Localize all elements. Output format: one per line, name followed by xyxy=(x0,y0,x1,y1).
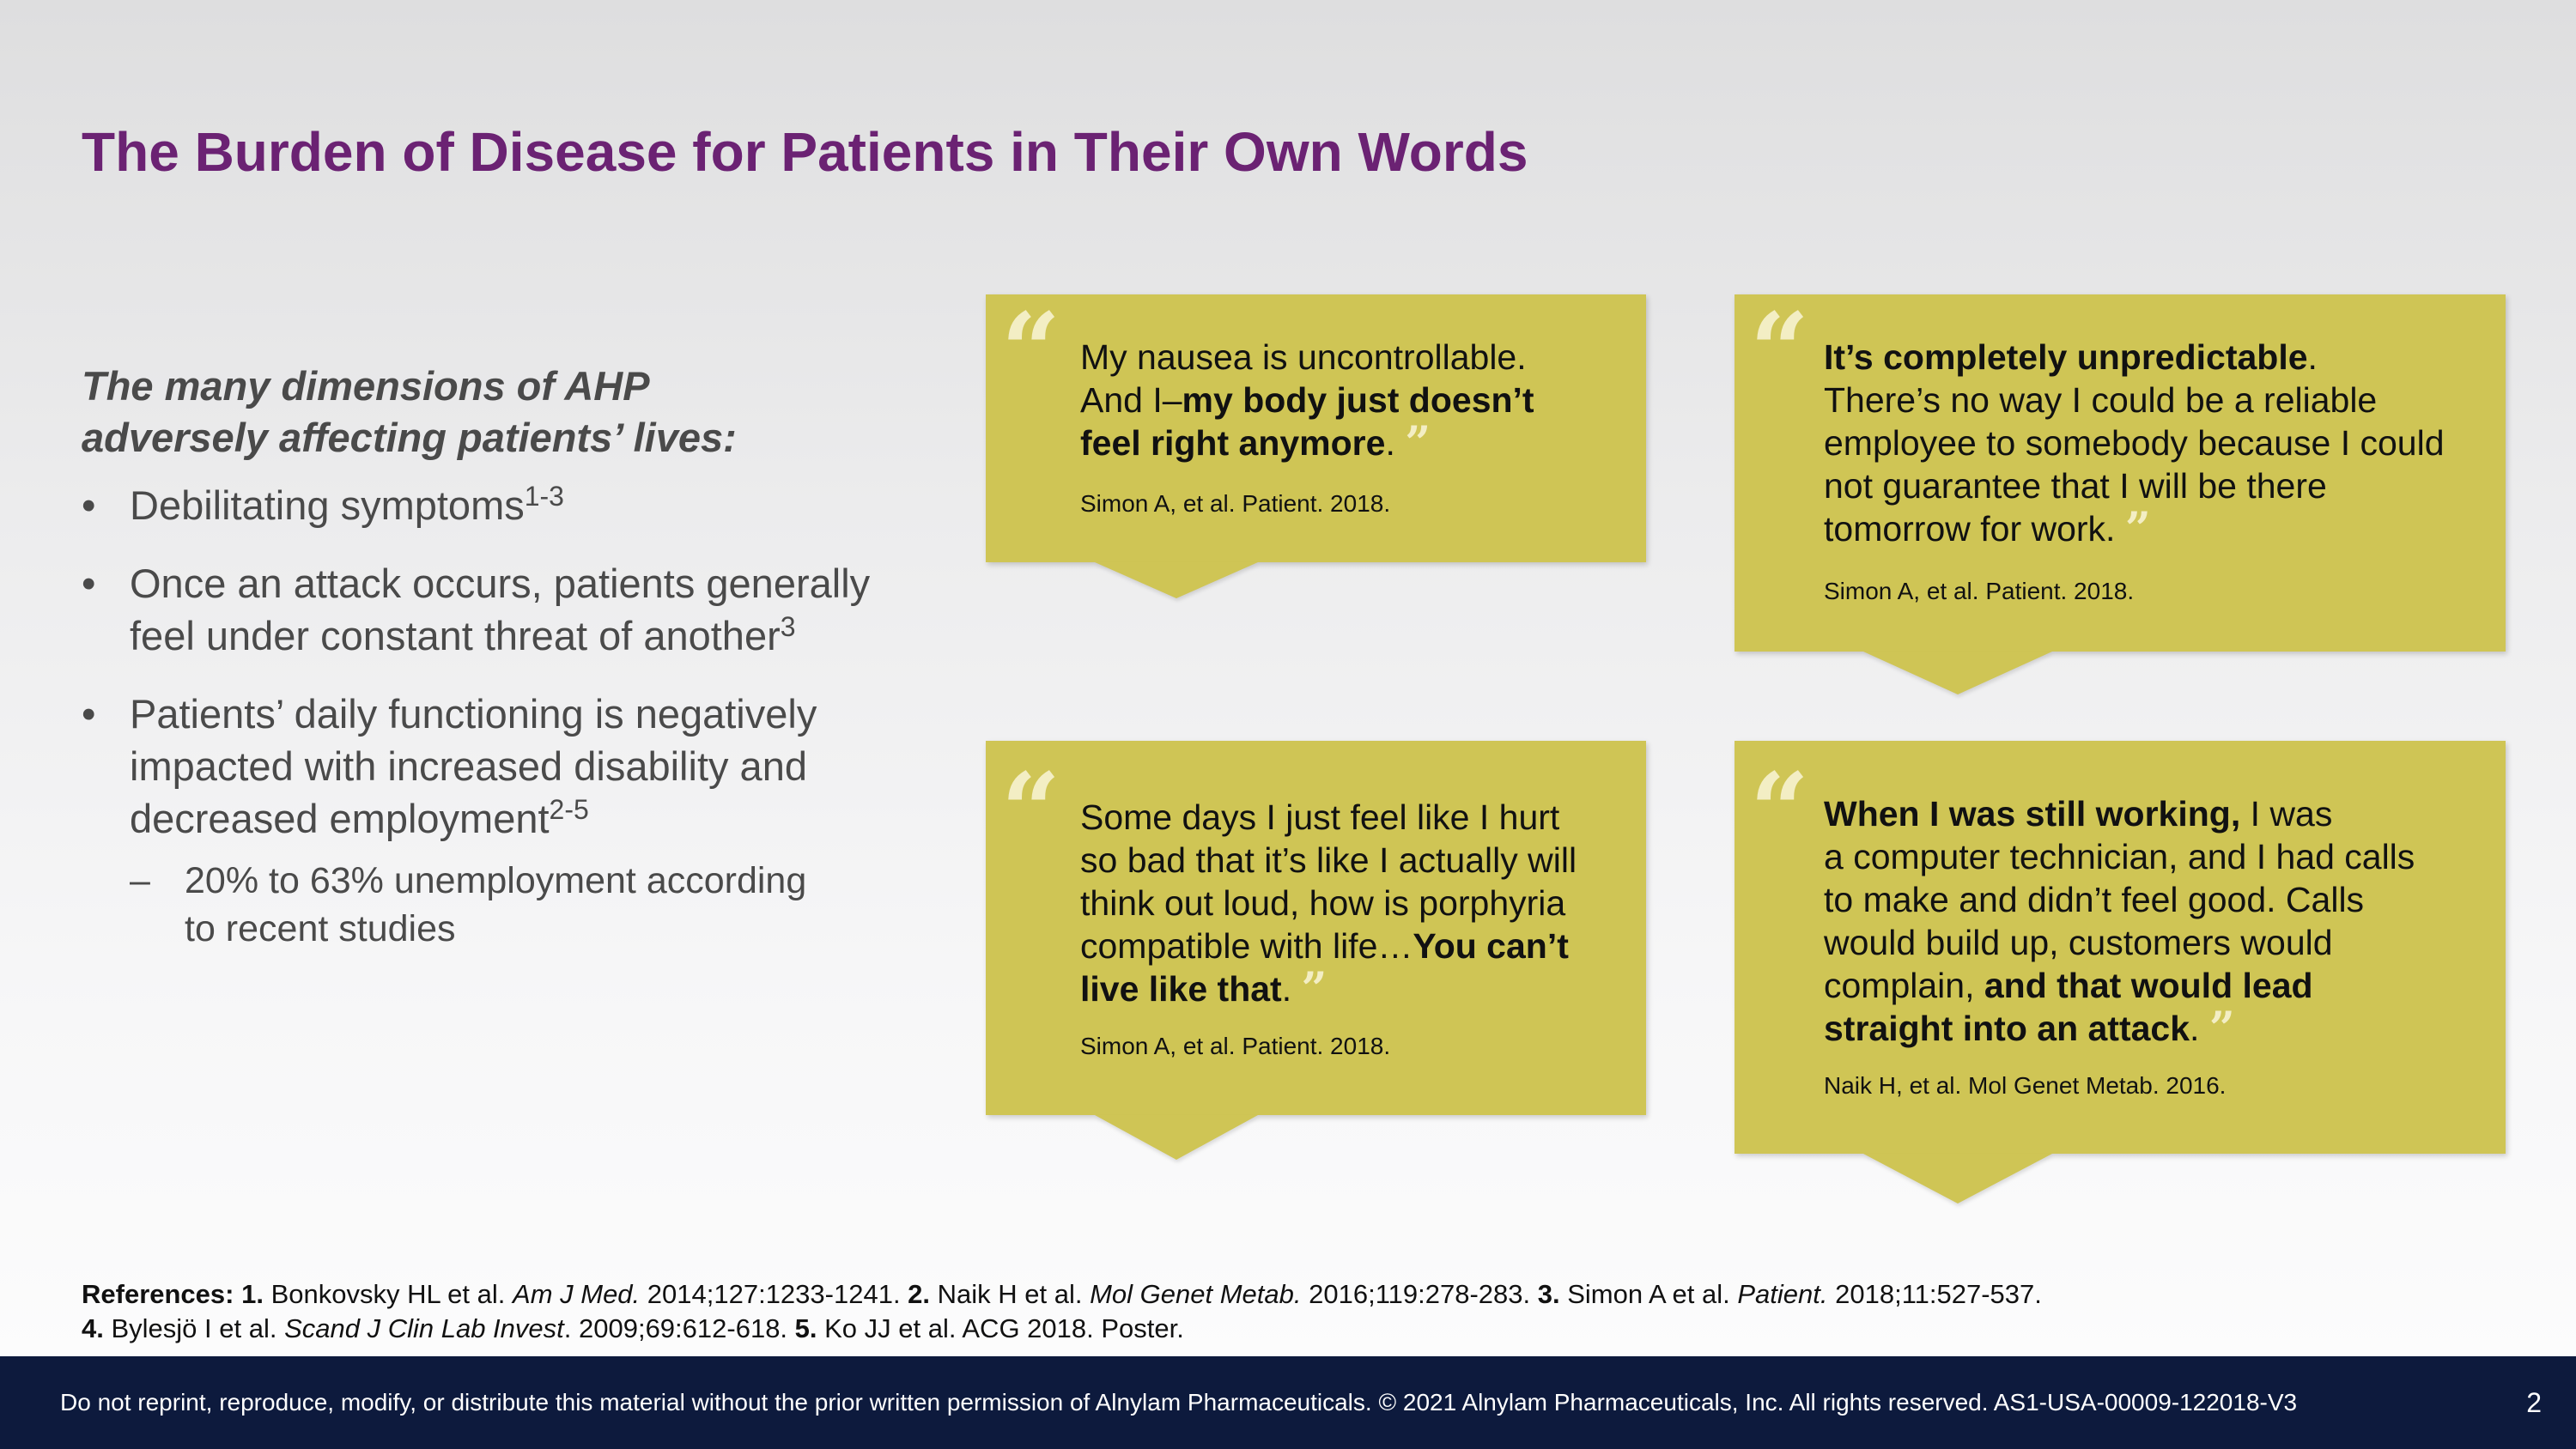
ref-text: 2018;11:527-537. xyxy=(1827,1279,2042,1309)
quote-bubble-1 xyxy=(986,290,1646,562)
ref-journal: Scand J Clin Lab Invest xyxy=(284,1313,564,1343)
quote-line: . xyxy=(1385,423,1395,463)
footer-bar xyxy=(0,1356,2576,1449)
quote-emphasis: live like that xyxy=(1080,969,1282,1009)
quote-citation: Naik H, et al. Mol Genet Metab. 2016. xyxy=(1824,1072,2227,1099)
close-quote-icon: ” xyxy=(1405,417,1431,470)
bullet-item xyxy=(82,557,940,667)
close-quote-icon: ” xyxy=(1301,963,1327,1016)
footer-disclaimer: Do not reprint, reproduce, modify, or distribute this material without the prior written permission of Alnylam Pharmaceuticals. © 2021 Alnylam Pharmaceuticals, Inc. All rights reserved. AS1-USA-00009-122018-V3 xyxy=(60,1389,2298,1416)
ref-text: Simon A et al. xyxy=(1559,1279,1738,1309)
quote-line: I was xyxy=(2240,794,2333,834)
quote-emphasis: feel right anymore xyxy=(1080,423,1386,463)
close-quote-icon: ” xyxy=(2208,1003,2235,1055)
sub-bullet-item xyxy=(130,857,940,953)
bullet-list xyxy=(82,479,940,953)
quote-bubble-4 xyxy=(1735,741,2506,1154)
bullet-item xyxy=(82,479,940,537)
quote-text xyxy=(1080,336,1534,470)
quote-emphasis: You can’t xyxy=(1413,926,1569,966)
quote-line: My nausea is uncontrollable. xyxy=(1080,337,1527,377)
bullet-text: Debilitating symptoms xyxy=(130,482,525,528)
quote-text xyxy=(1824,336,2445,555)
dash-marker: – xyxy=(130,860,150,901)
references-label: References: xyxy=(82,1279,234,1309)
open-quote-icon: “ xyxy=(1750,750,1810,871)
bullet-item xyxy=(82,688,940,953)
ref-journal: Mol Genet Metab. xyxy=(1090,1279,1302,1309)
close-quote-icon: ” xyxy=(2124,503,2151,555)
ref-number: 1. xyxy=(241,1279,264,1309)
quote-emphasis: straight into an attack xyxy=(1824,1009,2190,1048)
ref-number: 4. xyxy=(82,1313,104,1343)
quote-citation: Simon A, et al. Patient. 2018. xyxy=(1824,578,2135,604)
quote-line: tomorrow for work. xyxy=(1824,509,2116,549)
ref-text: 2014;127:1233-1241. xyxy=(640,1279,908,1309)
quote-line: . xyxy=(1281,969,1292,1009)
ref-text: . 2009;69:612-618. xyxy=(563,1313,795,1343)
quote-line: And I– xyxy=(1080,380,1182,420)
open-quote-icon: “ xyxy=(1001,290,1061,411)
bubble-tail xyxy=(1095,1115,1258,1160)
references xyxy=(82,1277,2486,1346)
ref-journal: Am J Med. xyxy=(513,1279,641,1309)
bubble-tail xyxy=(1095,562,1258,598)
bullet-marker: • xyxy=(82,482,96,528)
bullet-text: Once an attack occurs, patients generally xyxy=(130,561,871,606)
ref-text: 2016;119:278-283. xyxy=(1301,1279,1538,1309)
quote-citation: Simon A, et al. Patient. 2018. xyxy=(1080,490,1391,517)
quote-text xyxy=(1824,792,2415,1055)
quote-line: compatible with life… xyxy=(1080,926,1413,966)
page-number: 2 xyxy=(2526,1387,2542,1418)
open-quote-icon: “ xyxy=(1750,290,1810,411)
quote-emphasis: It’s completely unpredictable xyxy=(1824,337,2308,377)
quote-line: . xyxy=(2307,337,2318,377)
ref-number: 2. xyxy=(908,1279,931,1309)
quote-line: . xyxy=(2190,1009,2200,1048)
subhead-line: The many dimensions of AHP xyxy=(82,363,650,409)
subhead-line: adversely affecting patients’ lives: xyxy=(82,415,737,460)
quote-line: Some days I just feel like I hurt xyxy=(1080,797,1560,837)
quote-emphasis: When I was still working, xyxy=(1824,794,2241,834)
subhead xyxy=(82,361,940,464)
superscript-ref: 1-3 xyxy=(524,481,564,512)
quote-emphasis: my body just doesn’t xyxy=(1182,380,1534,420)
ref-text: Bylesjö I et al. xyxy=(103,1313,285,1343)
page-title: The Burden of Disease for Patients in Their Own Words xyxy=(82,121,1528,183)
left-column xyxy=(82,361,940,973)
quote-line: not guarantee that I will be there xyxy=(1824,466,2327,506)
quote-line: think out loud, how is porphyria xyxy=(1080,883,1566,923)
ref-text: Ko JJ et al. ACG 2018. Poster. xyxy=(817,1313,1184,1343)
ref-text: Naik H et al. xyxy=(930,1279,1091,1309)
bullet-marker: • xyxy=(82,691,96,737)
quote-line: so bad that it’s like I actually will xyxy=(1080,840,1577,880)
quote-line: a computer technician, and I had calls xyxy=(1824,837,2415,876)
ref-journal: Patient. xyxy=(1737,1279,1828,1309)
sub-bullet-text: 20% to 63% unemployment according xyxy=(185,860,807,901)
open-quote-icon: “ xyxy=(1001,750,1061,871)
quote-line: to make and didn’t feel good. Calls xyxy=(1824,880,2365,919)
bullet-text: feel under constant threat of another xyxy=(130,613,781,658)
quote-line: would build up, customers would xyxy=(1824,923,2333,962)
superscript-ref: 2-5 xyxy=(549,794,589,825)
ref-number: 3. xyxy=(1537,1279,1560,1309)
sub-bullet-list xyxy=(130,857,940,953)
quote-bubble-3 xyxy=(986,741,1646,1115)
bubble-tail xyxy=(1863,1154,2052,1203)
quote-citation: Simon A, et al. Patient. 2018. xyxy=(1080,1033,1391,1059)
sub-bullet-text: to recent studies xyxy=(185,908,456,949)
quote-emphasis: and that would lead xyxy=(1984,966,2313,1005)
superscript-ref: 3 xyxy=(780,611,796,642)
quote-bubble-2 xyxy=(1735,290,2506,652)
quote-line: There’s no way I could be a reliable xyxy=(1824,380,2378,420)
bullet-text: impacted with increased disability and xyxy=(130,743,807,789)
ref-number: 5. xyxy=(794,1313,817,1343)
ref-text: Bonkovsky HL et al. xyxy=(263,1279,513,1309)
bullet-marker: • xyxy=(82,561,96,606)
bubble-tail xyxy=(1863,652,2052,694)
quote-line: complain, xyxy=(1824,966,1984,1005)
bullet-text: decreased employment xyxy=(130,796,550,841)
quote-text xyxy=(1080,796,1577,1016)
quote-line: employee to somebody because I could xyxy=(1824,423,2445,463)
bullet-text: Patients’ daily functioning is negatively xyxy=(130,691,817,737)
